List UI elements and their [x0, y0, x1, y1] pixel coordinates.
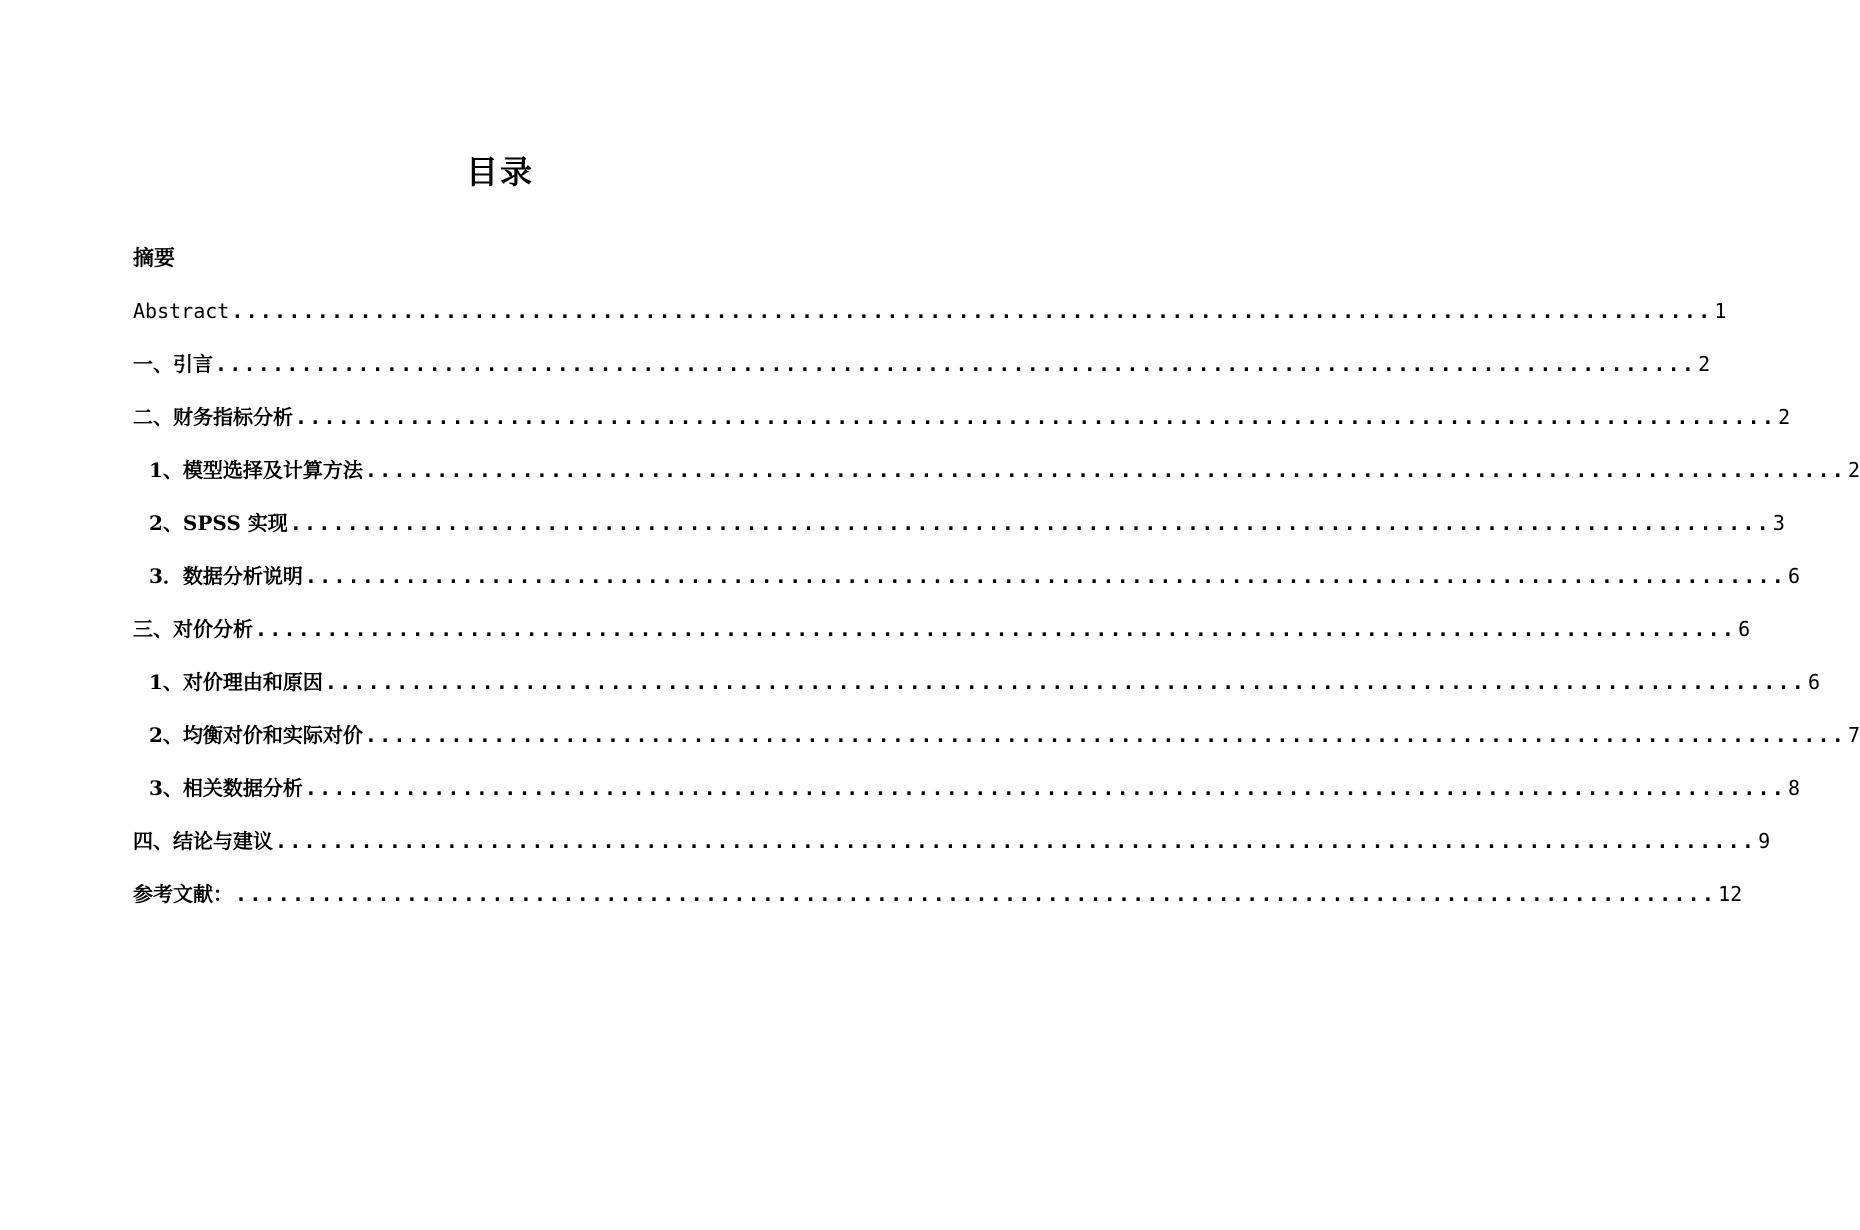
toc-page-number: 2 — [1848, 458, 1860, 482]
toc-page-number: 8 — [1788, 776, 1801, 800]
toc-page-number: 2 — [1778, 405, 1791, 429]
dot-leader: ........................................................................................................ — [295, 405, 1777, 429]
dot-leader: ........................................................................................................ — [231, 299, 1713, 323]
toc-page-number: 2 — [1698, 352, 1711, 376]
toc-entry-consideration-analysis[interactable] — [133, 611, 1751, 664]
toc-entry-equilibrium-consideration[interactable] — [133, 717, 1860, 770]
toc-entry-label: 1、对价理由和原因 — [149, 670, 323, 694]
dot-leader: ........................................................................................................ — [255, 617, 1737, 641]
toc-entry-related-data-analysis[interactable] — [133, 770, 1801, 823]
toc-entry-label: 2、均衡对价和实际对价 — [149, 723, 363, 747]
abstract-heading: 摘要 — [133, 245, 175, 270]
toc-entry-conclusion[interactable] — [133, 823, 1771, 876]
toc-entry-label: 2、SPSS 实现 — [149, 511, 288, 535]
toc-entry-label: 二、财务指标分析 — [133, 405, 293, 429]
toc-entry-abstract[interactable] — [133, 293, 1727, 346]
toc-entry-data-explanation[interactable] — [133, 558, 1801, 611]
toc-entry-references[interactable] — [133, 876, 1743, 929]
toc-entry-introduction[interactable] — [133, 346, 1711, 399]
toc-entry-label: 三、对价分析 — [133, 617, 253, 641]
toc-entry-financial-analysis[interactable] — [133, 399, 1791, 452]
toc-entry-model-selection[interactable] — [133, 452, 1860, 505]
toc-page-number: 6 — [1738, 617, 1751, 641]
dot-leader: ........................................................................................................ — [304, 564, 1786, 588]
toc-entry-consideration-reasons[interactable] — [133, 664, 1821, 717]
dot-leader: ........................................................................................................ — [215, 352, 1697, 376]
toc-page-number: 6 — [1788, 564, 1801, 588]
toc-entry-label: 一、引言 — [133, 352, 213, 376]
toc-entry-label: 3、相关数据分析 — [149, 776, 303, 800]
dot-leader: ........................................................................................................ — [324, 670, 1806, 694]
toc-page-number: 6 — [1808, 670, 1821, 694]
dot-leader: ........................................................................................................ — [289, 511, 1771, 535]
toc-page-number: 9 — [1758, 829, 1771, 853]
table-of-contents — [133, 240, 1860, 929]
toc-page-number: 3 — [1772, 511, 1785, 535]
toc-entry-label: 3．数据分析说明 — [149, 564, 303, 588]
dot-leader: ........................................................................................................ — [364, 458, 1846, 482]
toc-page-number: 12 — [1718, 882, 1743, 906]
toc-entry-label: Abstract — [133, 299, 230, 323]
page-title: 目录 — [465, 153, 534, 191]
dot-leader: ........................................................................................................ — [235, 882, 1717, 906]
dot-leader: ........................................................................................................ — [304, 776, 1786, 800]
toc-page-number: 7 — [1848, 723, 1860, 747]
toc-page-number: 1 — [1714, 299, 1727, 323]
toc-entry-label: 参考文献： — [133, 882, 233, 906]
dot-leader: ........................................................................................................ — [364, 723, 1846, 747]
toc-entry-spss-implementation[interactable] — [133, 505, 1785, 558]
toc-entry-label: 四、结论与建议 — [133, 829, 273, 853]
toc-entry-label: 1、模型选择及计算方法 — [149, 458, 363, 482]
dot-leader: ........................................................................................................ — [275, 829, 1757, 853]
